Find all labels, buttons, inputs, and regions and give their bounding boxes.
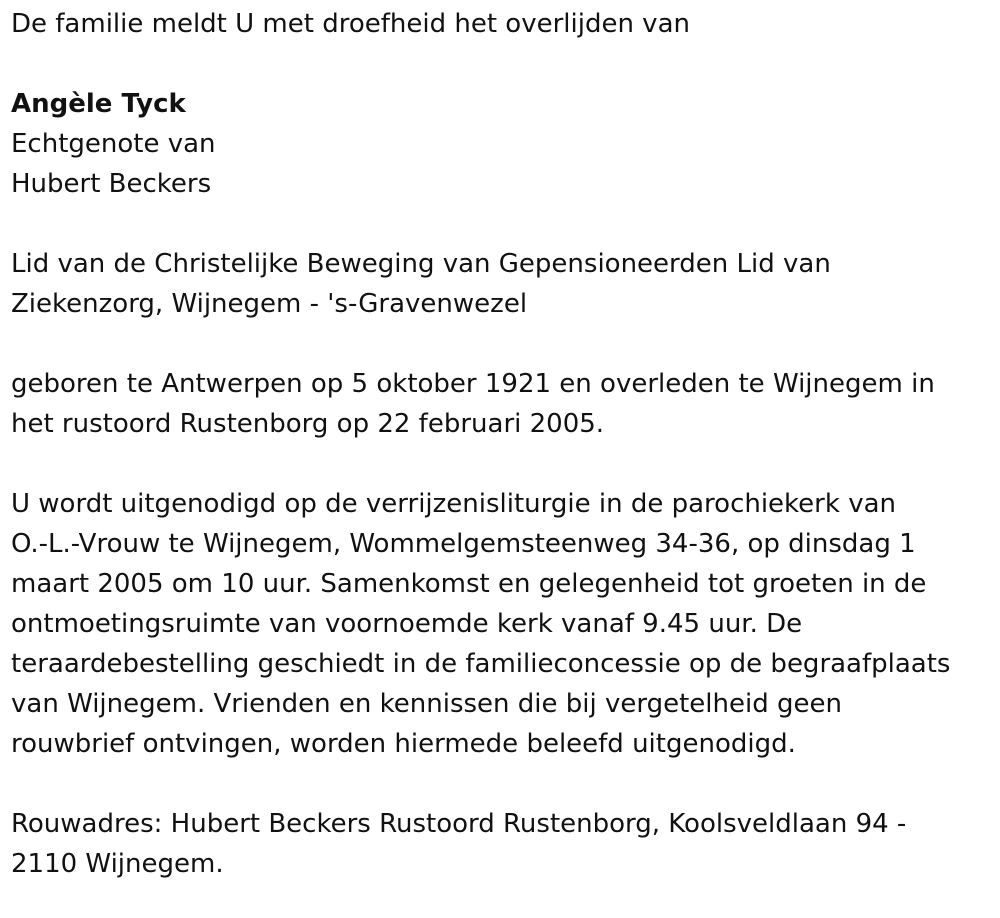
spouse-name: Hubert Beckers (11, 169, 212, 199)
service-line: ontmoetingsruimte van voornoemde kerk vanaf 9.45 uur. De (11, 609, 803, 639)
service-line: rouwbrief ontvingen, worden hiermede beleefd uitgenodigd. (11, 729, 796, 759)
service-line: van Wijnegem. Vrienden en kennissen die bij vergetelheid geen (11, 689, 842, 719)
intro-text: De familie meldt U met droefheid het overlijden van (11, 9, 690, 39)
deceased-name: Angèle Tyck (11, 89, 186, 119)
spacer (11, 44, 990, 84)
address-line: 2110 Wijnegem. (11, 849, 224, 879)
memberships-line: Ziekenzorg, Wijnegem - 's-Gravenwezel (11, 289, 528, 319)
memberships-line: Lid van de Christelijke Beweging van Gepensioneerden Lid van (11, 249, 831, 279)
spacer (11, 444, 990, 484)
mourning-address-paragraph (11, 804, 990, 884)
spacer (11, 324, 990, 364)
life-dates-paragraph (11, 364, 990, 444)
service-paragraph (11, 484, 990, 764)
service-line: U wordt uitgenodigd op de verrijzenisliturgie in de parochiekerk van (11, 489, 896, 519)
life-dates-line: geboren te Antwerpen op 5 oktober 1921 en overleden te Wijnegem in (11, 369, 935, 399)
spacer (11, 204, 990, 244)
spacer (11, 764, 990, 804)
service-line: maart 2005 om 10 uur. Samenkomst en gelegenheid tot groeten in de (11, 569, 927, 599)
memberships-paragraph (11, 244, 990, 324)
relation-label: Echtgenote van (11, 129, 216, 159)
address-line: Rouwadres: Hubert Beckers Rustoord Rustenborg, Koolsveldlaan 94 - (11, 809, 907, 839)
service-line: teraardebestelling geschiedt in de familieconcessie op de begraafplaats (11, 649, 951, 679)
life-dates-line: het rustoord Rustenborg op 22 februari 2005. (11, 409, 605, 439)
service-line: O.-L.-Vrouw te Wijnegem, Wommelgemsteenweg 34-36, op dinsdag 1 (11, 529, 916, 559)
